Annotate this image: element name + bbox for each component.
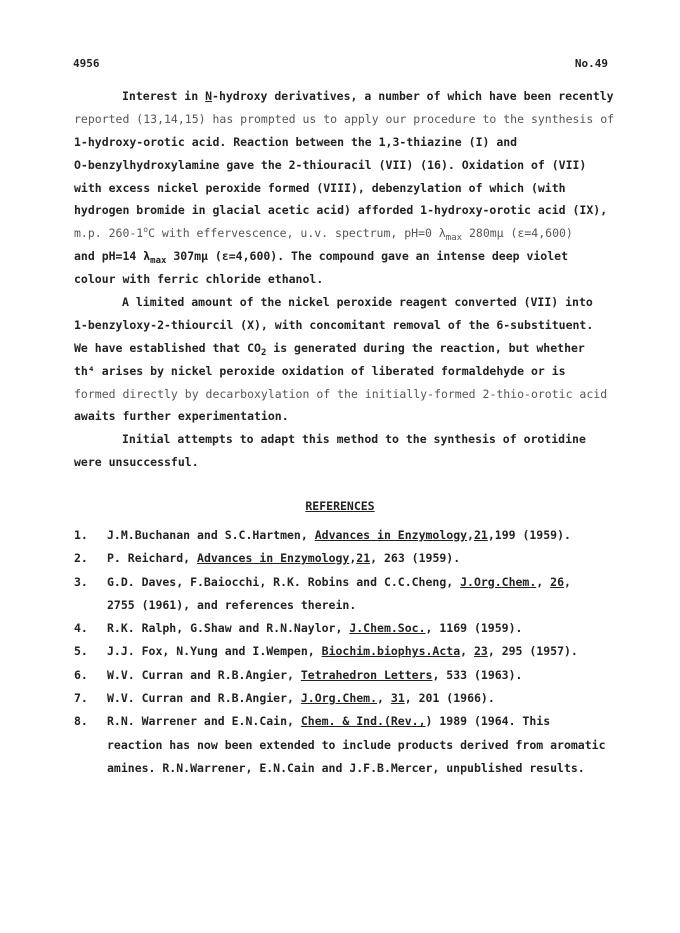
text-line: A limited amount of the nickel peroxide reagent converted (VII) into <box>122 295 593 310</box>
text-line: awaits further experimentation. <box>74 409 289 424</box>
text-line: th⁴ arises by nickel peroxide oxidation of liberated formaldehyde or is <box>74 363 566 378</box>
references-list <box>74 524 634 780</box>
references-heading: REFERENCES <box>305 499 375 513</box>
text-line: Interest in N-hydroxy derivatives, a number of which have been recently <box>122 89 614 103</box>
text-line: with excess nickel peroxide formed (VIII), debenzylation of which (with <box>74 180 566 195</box>
reference-item: 2. P. Reichard, Advances in Enzymology,21, 263 (1959). <box>74 551 461 566</box>
reference-item: 7. W.V. Curran and R.B.Angier, J.Org.Chem., 31, 201 (1966). <box>74 691 495 706</box>
text-line: m.p. 260-1$^o$C with effervescence, u.v. spectrum, pH=0 $\lambda_{max}$ 280mμ (ε=4,600) <box>74 225 573 244</box>
reference-item: 4. R.K. Ralph, G.Shaw and R.N.Naylor, J.Chem.Soc., 1169 (1959). <box>74 621 523 636</box>
text-line: reported (13,14,15) has prompted us to apply our procedure to the synthesis of <box>74 111 615 126</box>
body-text <box>74 85 614 474</box>
reference-item: 5. J.J. Fox, N.Yung and I.Wempen, Biochim.biophys.Acta, 23, 295 (1957). <box>74 644 578 659</box>
text-line: We have established that $CO_2$ is generated during the reaction, but whether <box>74 340 585 358</box>
text-line: 1-hydroxy-orotic acid. Reaction between the 1,3-thiazine (I) and <box>74 134 518 149</box>
text-line: colour with ferric chloride ethanol. <box>74 272 324 287</box>
text-line: O-benzylhydroxylamine gave the 2-thiouracil (VII) (16). Oxidation of (VII) <box>74 157 587 172</box>
text-line: Initial attempts to adapt this method to the synthesis of orotidine <box>122 432 586 447</box>
text-line: were unsuccessful. <box>74 455 199 470</box>
reference-item: 1. J.M.Buchanan and S.C.Hartmen, Advances in Enzymology,21,199 (1959). <box>74 528 571 542</box>
issue-number: No.49 <box>574 57 608 70</box>
text-line: hydrogen bromide in glacial acetic acid) afforded 1-hydroxy-orotic acid (IX), <box>74 203 608 218</box>
text-line: and pH=14 $\lambda_{max}$ 307mμ (ε=4,600). The compound gave an intense deep violet <box>74 249 569 267</box>
reference-item: 8. R.N. Warrener and E.N.Cain, Chem. & Ind.(Rev.,) 1989 (1964. This reaction has now been extended to include products derived from aromatic amines. R.N.Warrener, E.N.Cain and J.F.B.Mercer, unpublished results. <box>74 714 606 775</box>
page-number: 4956 <box>73 57 100 70</box>
text-line: formed directly by decarboxylation of the initially-formed 2-thio-orotic acid <box>74 386 608 401</box>
reference-item: 3. G.D. Daves, F.Baiocchi, R.K. Robins and C.C.Cheng, J.Org.Chem., 26, 2755 (1961), and references therein. <box>74 574 571 612</box>
text-line: 1-benzyloxy-2-thiourcil (X), with concomitant removal of the 6-substituent. <box>74 317 594 332</box>
reference-item: 6. W.V. Curran and R.B.Angier, Tetrahedron Letters, 533 (1963). <box>74 667 523 682</box>
